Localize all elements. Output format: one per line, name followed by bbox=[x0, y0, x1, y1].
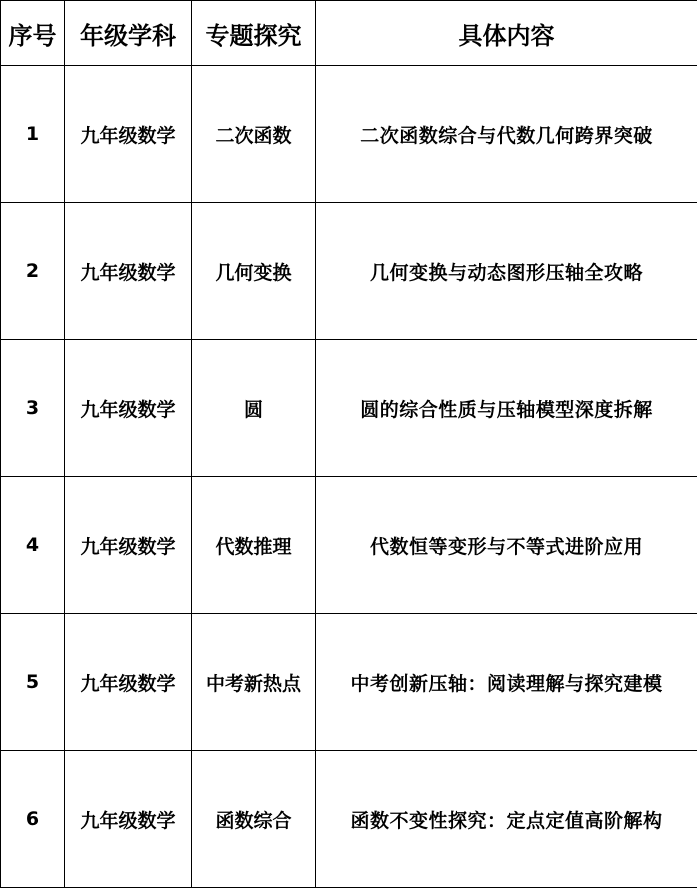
row-grade-subject: 九年级数学 bbox=[65, 203, 192, 340]
row-content: 几何变换与动态图形压轴全攻略 bbox=[316, 203, 697, 340]
row-index: 6 bbox=[1, 751, 65, 888]
row-topic: 几何变换 bbox=[192, 203, 316, 340]
header-index: 序号 bbox=[1, 1, 65, 66]
row-topic: 代数推理 bbox=[192, 477, 316, 614]
table-row bbox=[1, 751, 697, 888]
row-index: 2 bbox=[1, 203, 65, 340]
table-row bbox=[1, 614, 697, 751]
header-topic: 专题探究 bbox=[192, 1, 316, 66]
row-grade-subject: 九年级数学 bbox=[65, 477, 192, 614]
table-row bbox=[1, 340, 697, 477]
row-topic: 函数综合 bbox=[192, 751, 316, 888]
row-content: 二次函数综合与代数几何跨界突破 bbox=[316, 66, 697, 203]
row-index: 3 bbox=[1, 340, 65, 477]
table-row bbox=[1, 66, 697, 203]
row-grade-subject: 九年级数学 bbox=[65, 751, 192, 888]
row-grade-subject: 九年级数学 bbox=[65, 340, 192, 477]
header-content: 具体内容 bbox=[316, 1, 697, 66]
row-content: 函数不变性探究：定点定值高阶解构 bbox=[316, 751, 697, 888]
row-content: 代数恒等变形与不等式进阶应用 bbox=[316, 477, 697, 614]
row-index: 1 bbox=[1, 66, 65, 203]
table-row bbox=[1, 203, 697, 340]
row-content: 圆的综合性质与压轴模型深度拆解 bbox=[316, 340, 697, 477]
row-topic: 中考新热点 bbox=[192, 614, 316, 751]
row-index: 5 bbox=[1, 614, 65, 751]
row-content: 中考创新压轴：阅读理解与探究建模 bbox=[316, 614, 697, 751]
row-grade-subject: 九年级数学 bbox=[65, 66, 192, 203]
header-row bbox=[1, 1, 697, 66]
row-topic: 二次函数 bbox=[192, 66, 316, 203]
row-index: 4 bbox=[1, 477, 65, 614]
row-topic: 圆 bbox=[192, 340, 316, 477]
header-grade-subject: 年级学科 bbox=[65, 1, 192, 66]
table-row bbox=[1, 477, 697, 614]
row-grade-subject: 九年级数学 bbox=[65, 614, 192, 751]
